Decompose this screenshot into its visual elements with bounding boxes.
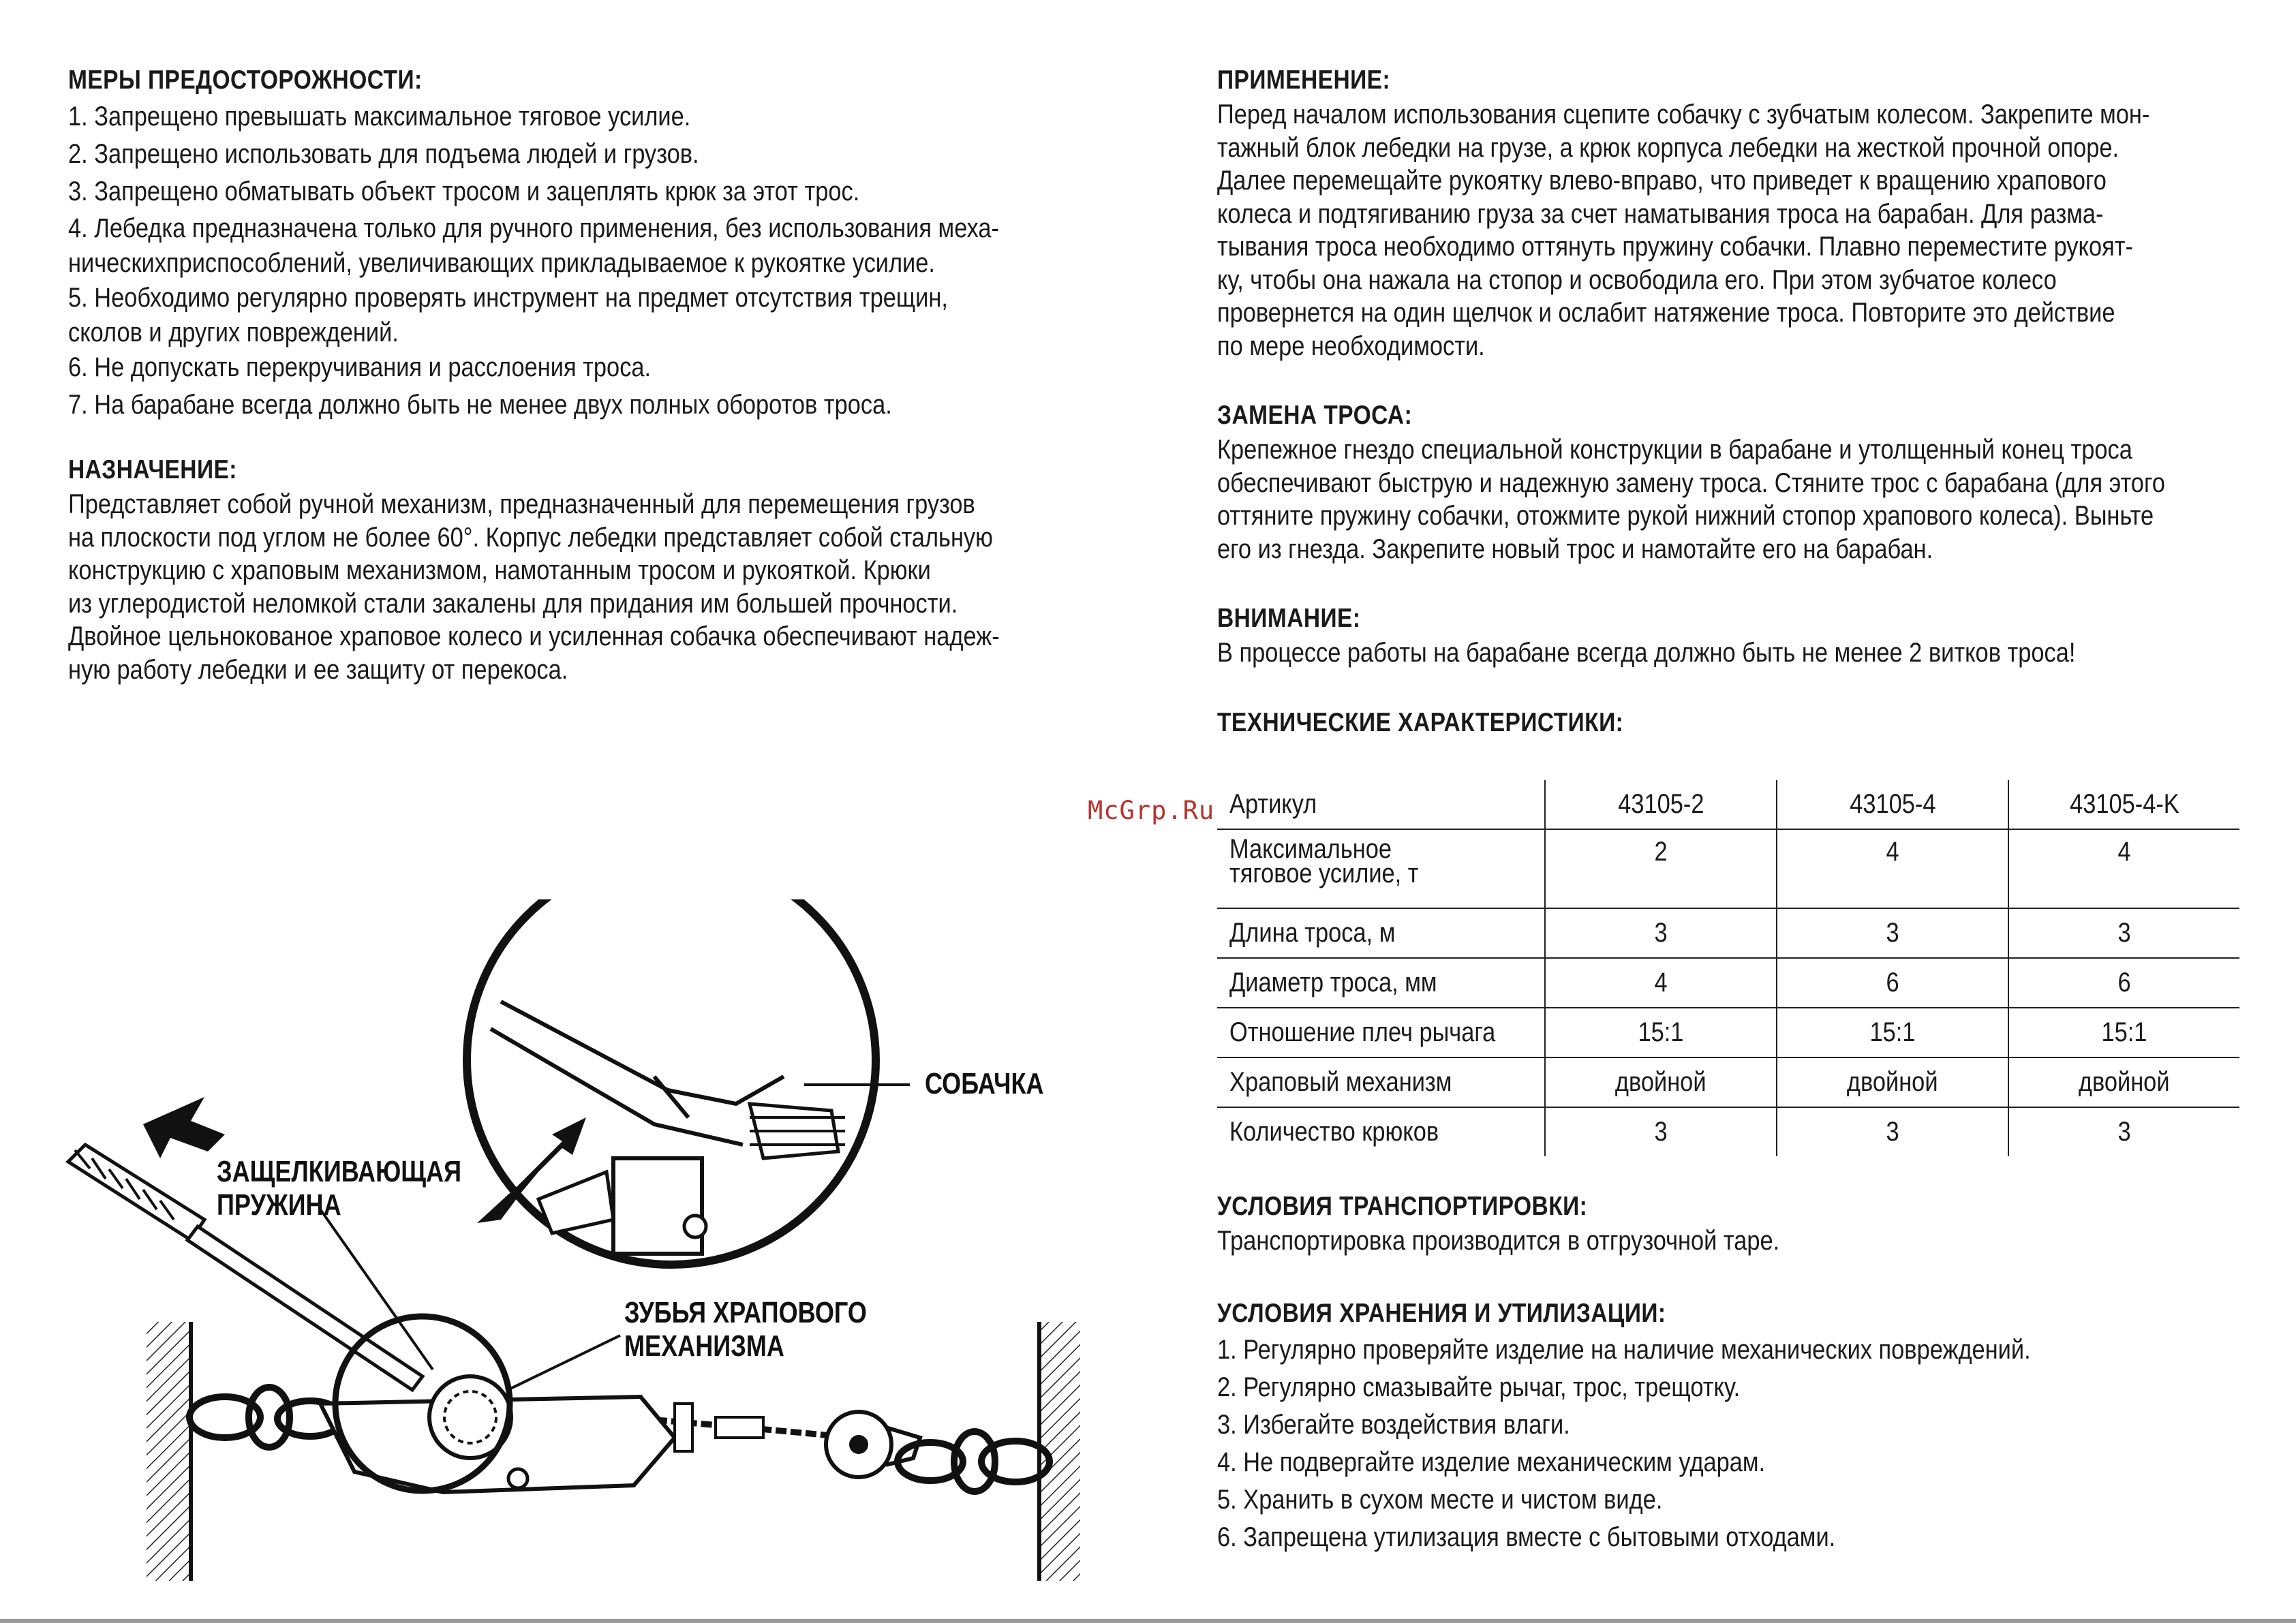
cell-value: 2 <box>1654 837 1668 867</box>
precautions-list <box>68 98 1077 424</box>
label-teeth-2: МЕХАНИЗМА <box>624 1329 784 1363</box>
cell-value: 3 <box>2117 918 2131 948</box>
right-column <box>1217 63 2226 741</box>
cell-value: двойной <box>1847 1067 1938 1097</box>
handle-direction-arrow <box>143 1097 225 1158</box>
transport-text: Транспортировка производится в отгрузочной таре. <box>1217 1226 1780 1256</box>
row-label: Диаметр троса, мм <box>1229 968 1437 998</box>
paragraph-line: оттяните пружину собачки, отожмите рукой нижний стопор храпового колеса). Выньте <box>1217 501 2154 531</box>
list-item: 2. Запрещено использовать для подъема людей и грузов. <box>68 139 699 169</box>
specs-title: ТЕХНИЧЕСКИЕ ХАРАКТЕРИСТИКИ: <box>1217 707 1624 737</box>
list-item: 4. Не подвергайте изделие механическим ударам. <box>1217 1447 1766 1477</box>
left-chain <box>189 1387 343 1447</box>
table-row <box>1217 1107 2239 1156</box>
storage-title: УСЛОВИЯ ХРАНЕНИЯ И УТИЛИЗАЦИИ: <box>1217 1298 1666 1328</box>
cell-value: двойной <box>2079 1067 2170 1097</box>
paragraph-line: на плоскости под углом не более 60°. Корпус лебедки представляет собой стальную <box>68 522 993 553</box>
storage-list <box>1217 1331 2226 1556</box>
right-lower <box>1217 1189 2226 1556</box>
purpose-text <box>68 488 1077 686</box>
paragraph-line: Двойное цельнокованое храповое колесо и усиленная собачка обеспечивают надеж- <box>68 621 1000 651</box>
list-item-cont: ническихприспособлений, увеличивающих прикладываемое к рукоятке усилие. <box>68 248 935 278</box>
label-spring-1: ЗАЩЕЛКИВАЮЩАЯ <box>217 1155 462 1188</box>
list-item: 3. Избегайте воздействия влаги. <box>1217 1409 1570 1440</box>
cable-replacement-title: ЗАМЕНА ТРОСА: <box>1217 401 1413 430</box>
paragraph-line: его из гнезда. Закрепите новый трос и намотайте его на барабан. <box>1217 534 1933 564</box>
paragraph-line: Представляет собой ручной механизм, предназначенный для перемещения грузов <box>68 489 975 519</box>
list-item: 2. Регулярно смазывайте рычаг, трос, трещотку. <box>1217 1372 1741 1402</box>
list-item-cont: сколов и других повреждений. <box>68 318 399 347</box>
paragraph-line: Далее перемещайте рукоятку влево-вправо, что приведет к вращению храпового <box>1217 166 2107 196</box>
cell-value: двойной <box>1615 1067 1706 1097</box>
paragraph-line: обеспечивают быструю и надежную замену троса. Стяните трос с барабана (для этого <box>1217 467 2165 498</box>
winch-body <box>320 1376 763 1492</box>
list-item: 7. На барабане всегда должно быть не менее двух полных оборотов троса. <box>68 390 892 420</box>
paragraph-line: тывания троса необходимо оттянуть пружину собачки. Плавно переместите рукоят- <box>1217 232 2133 262</box>
row-label: Храповый механизм <box>1229 1067 1452 1097</box>
list-item: 4. Лебедка предназначена только для ручного применения, без использования меха- <box>68 213 999 243</box>
attention-title: ВНИМАНИЕ: <box>1217 604 1361 633</box>
paragraph-line: Крепежное гнездо специальной конструкции в барабане и утолщенный конец троса <box>1217 435 2132 465</box>
cell-value: 15:1 <box>2101 1017 2147 1047</box>
winch-illustration <box>0 899 1145 1581</box>
row-label: Максимальное <box>1229 834 1392 864</box>
teeth-leader <box>508 1335 620 1390</box>
cell-value: 4 <box>2117 837 2131 867</box>
table-row <box>1217 829 2239 908</box>
paragraph-line: ную работу лебедки и ее защиту от перекоса. <box>68 654 568 685</box>
list-item: 5. Необходимо регулярно проверять инструмент на предмет отсутствия трещин, <box>68 283 948 313</box>
label-teeth-1: ЗУБЬЯ ХРАПОВОГО <box>624 1296 867 1329</box>
cell-value: 3 <box>1654 1117 1668 1147</box>
row-label-line2: тяговое усилие, т <box>1229 859 1419 888</box>
attention-text: В процессе работы на барабане всегда должно быть не менее 2 витков троса! <box>1217 638 2076 668</box>
left-wall <box>147 1322 191 1581</box>
detail-circle-large <box>467 899 876 1265</box>
label-spring-2: ПРУЖИНА <box>217 1188 341 1222</box>
usage-title: ПРИМЕНЕНИЕ: <box>1217 65 1391 95</box>
paragraph-line: Перед началом использования сцепите собачку с зубчатым колесом. Закрепите мон- <box>1217 99 2150 129</box>
paragraph-line: по мере необходимости. <box>1217 330 1485 361</box>
paragraph-line: ку, чтобы она нажала на стопор и освободила его. При этом зубчатое колесо <box>1217 264 2057 295</box>
cell-value: 6 <box>2117 968 2131 998</box>
cell-value: 15:1 <box>1638 1017 1684 1047</box>
cell-value: 43105-4-K <box>2069 789 2179 819</box>
paragraph-line: провернется на один щелчок и ослабит натяжение троса. Повторите это действие <box>1217 298 2115 328</box>
paragraph-line: конструкцию с храповым механизмом, намотанным тросом и рукояткой. Крюки <box>68 555 931 585</box>
cell-value: 3 <box>1654 918 1668 948</box>
row-label: Количество крюков <box>1229 1117 1439 1147</box>
precautions-title: МЕРЫ ПРЕДОСТОРОЖНОСТИ: <box>68 65 423 95</box>
transport-title: УСЛОВИЯ ТРАНСПОРТИРОВКИ: <box>1217 1192 1588 1221</box>
paragraph-line: тажный блок лебедки на грузе, а крюк корпуса лебедки на жесткой прочной опоре. <box>1217 132 2119 163</box>
paragraph-line: колеса и подтягиванию груза за счет наматывания троса на барабан. Для разма- <box>1217 198 2104 229</box>
cell-value: 3 <box>1886 1117 1899 1147</box>
cell-value: 43105-2 <box>1617 789 1704 819</box>
pulley-block <box>826 1412 920 1477</box>
paragraph-line: из углеродистой неломкой стали закалены для придания им большей прочности. <box>68 588 958 619</box>
row-label: Длина троса, м <box>1229 918 1396 948</box>
bottom-rule <box>0 1619 2296 1623</box>
cell-value: 15:1 <box>1869 1017 1916 1047</box>
cell-value: 43105-4 <box>1849 789 1936 819</box>
cell-value: 4 <box>1886 837 1899 867</box>
cell-value: 3 <box>1886 918 1899 948</box>
list-item: 6. Не допускать перекручивания и расслоения троса. <box>68 352 652 382</box>
left-column <box>68 63 1077 686</box>
list-item: 3. Запрещено обматывать объект тросом и зацеплять крюк за этот трос. <box>68 176 860 206</box>
table-row <box>1217 1008 2239 1057</box>
watermark: McGrp.Ru <box>1088 796 1215 825</box>
list-item: 5. Хранить в сухом месте и чистом виде. <box>1217 1484 1663 1515</box>
list-item: 6. Запрещена утилизация вместе с бытовыми отходами. <box>1217 1521 1836 1552</box>
row-label: Артикул <box>1229 789 1317 819</box>
row-label: Отношение плеч рычага <box>1229 1017 1496 1047</box>
table-row <box>1217 958 2239 1008</box>
usage-text <box>1217 98 2226 362</box>
table-row <box>1217 780 2239 829</box>
list-item: 1. Регулярно проверяйте изделие на наличие механических повреждений. <box>1217 1334 2031 1365</box>
cell-value: 3 <box>2117 1117 2131 1147</box>
table-row <box>1217 1057 2239 1107</box>
specs-table <box>1217 780 2239 1156</box>
purpose-title: НАЗНАЧЕНИЕ: <box>68 455 237 484</box>
cell-value: 4 <box>1654 968 1668 998</box>
cable-replacement-text <box>1217 433 2226 566</box>
label-pawl: СОБАЧКА <box>925 1067 1044 1100</box>
cell-value: 6 <box>1886 968 1899 998</box>
table-row <box>1217 908 2239 958</box>
list-item: 1. Запрещено превышать максимальное тяговое усилие. <box>68 102 691 132</box>
